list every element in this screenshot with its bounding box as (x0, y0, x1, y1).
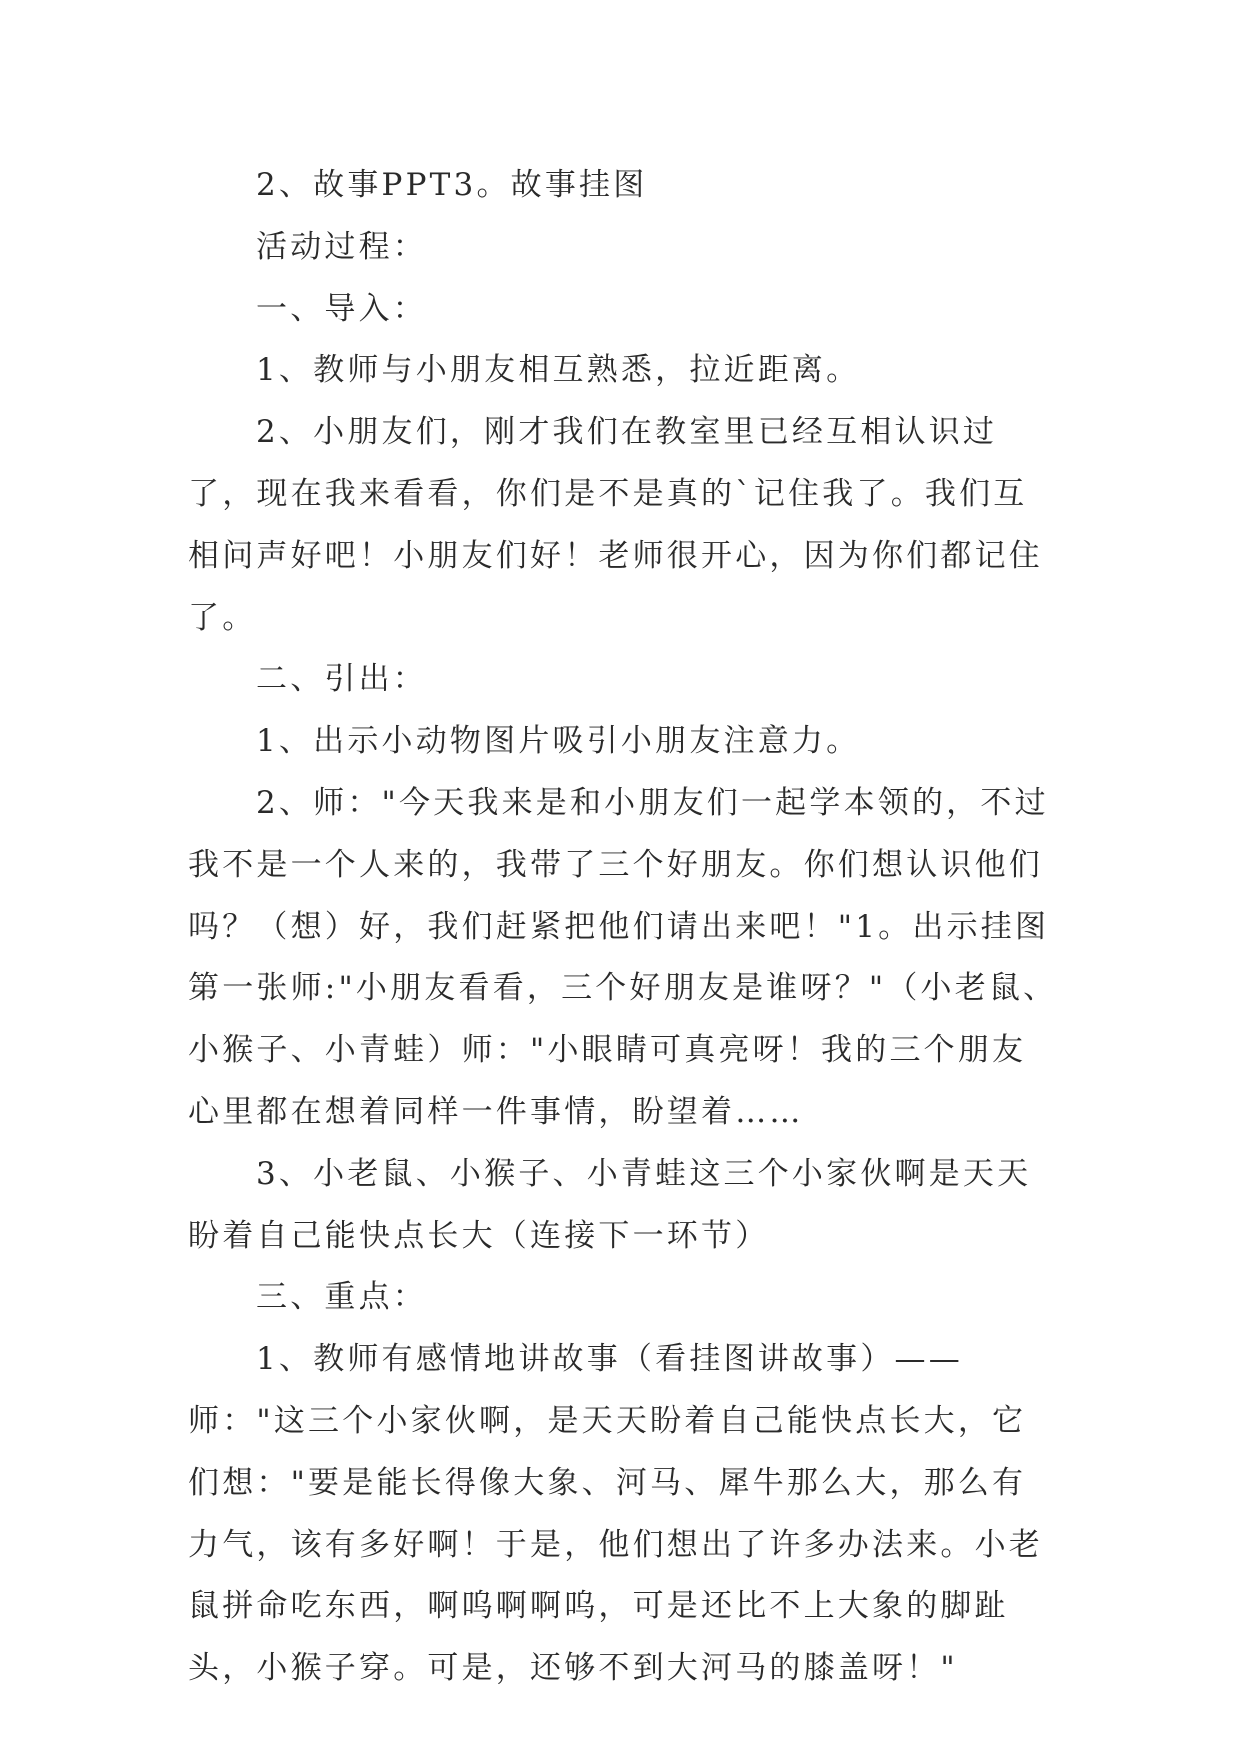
paragraph-lead-step-2: 2、师："今天我来是和小朋友们一起学本领的，不过我不是一个人来的，我带了三个好朋友。你们想认识他们吗？（想）好，我们赶紧把他们请出来吧！"1。出示挂图第一张师:"小朋友看看，三个好朋友是谁呀？"（小老鼠、小猴子、小青蛙）师："小眼睛可真亮呀！我的三个朋友心里都在想着同样一件事情，盼望着…… (188, 784, 1058, 1130)
paragraph-lead-step-3: 3、小老鼠、小猴子、小青蛙这三个小家伙啊是天天盼着自己能快点长大（连接下一环节） (188, 1155, 1032, 1254)
paragraph-section-intro-heading: 一、导入： (256, 290, 427, 327)
paragraph-lead-step-1: 1、出示小动物图片吸引小朋友注意力。 (256, 723, 861, 760)
paragraph-section-key-heading: 三、重点： (256, 1279, 427, 1316)
paragraph-activity-process-heading: 活动过程： (256, 228, 427, 265)
document-body (188, 155, 1058, 1700)
paragraph-section-lead-heading: 二、引出： (256, 661, 427, 698)
paragraph-intro-step-2: 2、小朋友们，刚才我们在教室里已经互相认识过了，现在我来看看，你们是不是真的`记住我了。我们互相问声好吧！小朋友们好！老师很开心，因为你们都记住了。 (188, 414, 1043, 636)
paragraph-materials: 2、故事PPT3。故事挂图 (256, 167, 648, 203)
paragraph-intro-step-1: 1、教师与小朋友相互熟悉，拉近距离。 (256, 352, 861, 389)
paragraph-key-step-1: 1、教师有感情地讲故事（看挂图讲故事）——师："这三个小家伙啊，是天天盼着自己能快点长大，它们想："要是能长得像大象、河马、犀牛那么大，那么有力气，该有多好啊！于是，他们想出了许多办法来。小老鼠拼命吃东西，啊呜啊啊呜，可是还比不上大象的脚趾头，小猴子穿。可是，还够不到大河马的膝盖呀！" (188, 1341, 1043, 1687)
